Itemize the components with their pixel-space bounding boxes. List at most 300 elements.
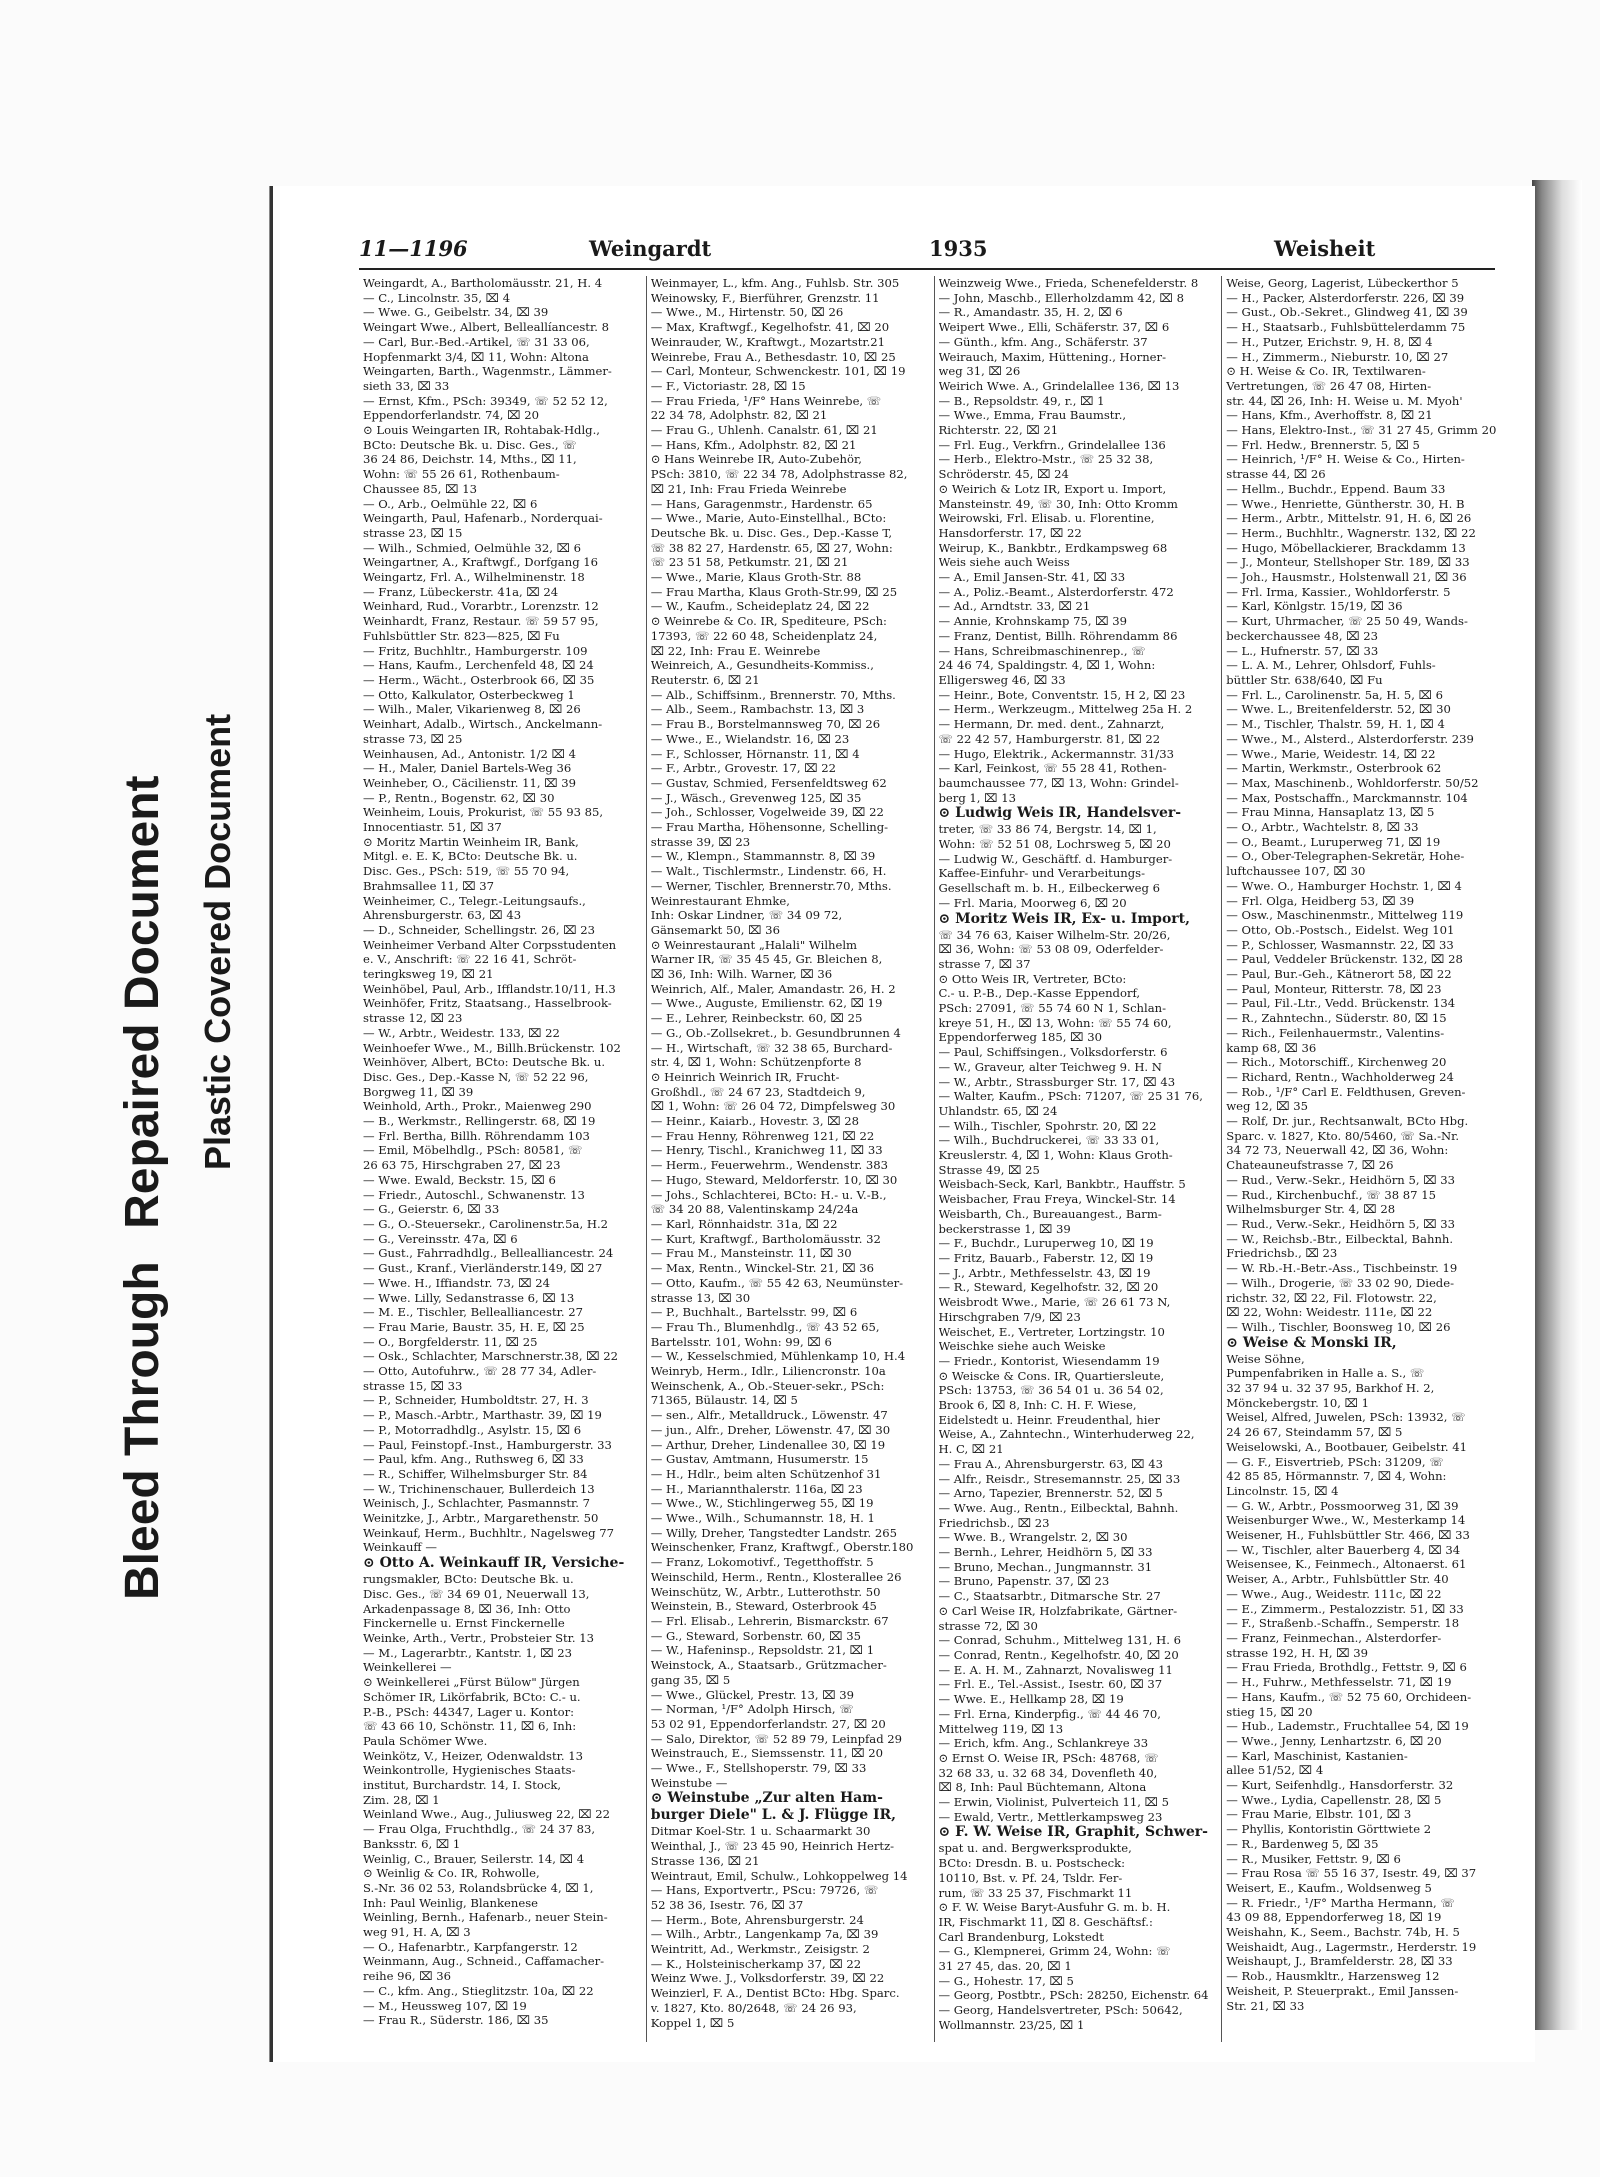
directory-entry: Weinschenker, Franz, Kraftwgf., Oberstr.180 — [650, 1540, 914, 1555]
directory-entry: Disc. Ges., PSch: 519, ☏ 55 70 94, — [363, 864, 570, 879]
directory-entry: strasse 73, ⌧ 25 — [363, 731, 463, 746]
directory-entry: Weisert, E., Kaufm., Woldsenweg 5 — [1226, 1880, 1432, 1895]
directory-column — [935, 276, 1223, 2042]
directory-entry: H. C, ⌧ 21 — [938, 1442, 1004, 1457]
directory-entry: ⌧ 22, Inh: Frau E. Weinrebe — [650, 643, 821, 658]
directory-entry: Deutsche Bk. u. Disc. Ges., Dep.-Kasse T, — [650, 525, 893, 540]
directory-entry: — Hans, Elektro-Inst., ☏ 31 27 45, Grimm 20 — [1226, 423, 1497, 438]
directory-entry: — Emil, Möbelhdlg., PSch: 80581, ☏ — [363, 1143, 583, 1158]
directory-entry: — Bernh., Lehrer, Heidhörn 5, ⌧ 33 — [938, 1545, 1153, 1560]
directory-entry: Banksstr. 6, ⌧ 1 — [363, 1836, 461, 1851]
directory-entry: — Frl. Maria, Moorweg 6, ⌧ 20 — [938, 895, 1127, 910]
directory-entry: 26 63 75, Hirschgraben 27, ⌧ 23 — [363, 1158, 561, 1173]
directory-entry: — E., Zimmerm., Pestalozzistr. 51, ⌧ 33 — [1226, 1601, 1464, 1616]
directory-entry: Finckernelle u. Ernst Finckernelle — [363, 1616, 565, 1631]
directory-entry: — Wwe., Marie, Klaus Groth-Str. 88 — [650, 570, 862, 585]
directory-entry: e. V., Anschrift: ☏ 22 16 41, Schröt- — [363, 952, 577, 967]
directory-entry: — Martin, Werkmstr., Osterbrook 62 — [1226, 761, 1442, 776]
directory-entry: Weisensee, K., Feinmech., Altonaerst. 61 — [1226, 1557, 1467, 1572]
directory-entry: baumchaussee 77, ⌧ 13, Wohn: Grindel- — [938, 775, 1179, 790]
directory-entry: Weinstock, A., Staatsarb., Grützmacher- — [650, 1658, 887, 1673]
directory-entry: Weischet, E., Vertreter, Lortzingstr. 10 — [938, 1324, 1165, 1339]
directory-entry: ⊙ H. Weise & Co. IR, Textilwaren- — [1226, 364, 1426, 379]
directory-entry: — Wwe., E., Wielandstr. 16, ⌧ 23 — [650, 731, 850, 746]
directory-entry: strasse 192, H. H, ⌧ 39 — [1226, 1645, 1369, 1660]
directory-entry: — C., Staatsarbtr., Ditmarsche Str. 27 — [938, 1589, 1161, 1604]
directory-entry: — P., Masch.-Arbtr., Marthastr. 39, ⌧ 19 — [363, 1408, 602, 1423]
directory-entry: ☏ 34 76 63, Kaiser Wilhelm-Str. 20/26, — [938, 927, 1171, 942]
directory-entry: Weingarten, Barth., Wagenmstr., Lämmer- — [363, 364, 612, 379]
directory-entry: — Frau M., Mansteinstr. 11, ⌧ 30 — [650, 1246, 852, 1261]
directory-entry: Ditmar Koel-Str. 1 u. Schaarmarkt 30 — [650, 1824, 871, 1839]
directory-entry: — D., Schneider, Schellingstr. 26, ⌧ 23 — [363, 922, 596, 937]
directory-entry: — Wwe. Lilly, Sedanstrasse 6, ⌧ 13 — [363, 1290, 575, 1305]
directory-entry: — Max, Postschaffn., Marckmannstr. 104 — [1226, 790, 1468, 805]
directory-entry: — Karl, Maschinist, Kastanien- — [1226, 1748, 1408, 1763]
directory-entry: Koppel 1, ⌧ 5 — [650, 2015, 735, 2030]
directory-entry: ⊙ Weise & Monski IR, — [1226, 1334, 1397, 1351]
directory-entry: — Fritz, Bauarb., Faberstr. 12, ⌧ 19 — [938, 1251, 1154, 1265]
directory-entry: — Frl. Eug., Verkfrn., Grindelallee 136 — [938, 437, 1166, 452]
directory-entry: beckerstrasse 1, ⌧ 39 — [938, 1221, 1071, 1236]
directory-entry: — G., Ob.-Zollsekret., b. Gesundbrunnen 4 — [650, 1025, 901, 1040]
directory-entry: — H., Staatsarb., Fuhlsbüttelerdamm 75 — [1226, 320, 1466, 335]
directory-entry: 24 26 67, Steindamm 57, ⌧ 5 — [1226, 1425, 1403, 1440]
directory-entry: ⊙ Moritz Weis IR, Ex- u. Import, — [938, 910, 1191, 927]
directory-entry: — C., kfm. Ang., Stieglitzstr. 10a, ⌧ 22 — [363, 1983, 594, 1998]
directory-entry: — E. A. H. M., Zahnarzt, Novalisweg 11 — [938, 1662, 1173, 1677]
directory-entry: 17393, ☏ 22 60 48, Scheidenplatz 24, — [650, 628, 878, 643]
directory-entry: Chateauneufstrasse 7, ⌧ 26 — [1226, 1158, 1394, 1173]
directory-entry: — Kurt, Kraftwgf., Bartholomäusstr. 32 — [650, 1231, 881, 1246]
directory-entry: Weinland Wwe., Aug., Juliusweg 22, ⌧ 22 — [363, 1807, 611, 1822]
directory-entry: ⊙ Moritz Martin Weinheim IR, Bank, — [363, 834, 579, 849]
directory-entry: burger Diele" L. & J. Flügge IR, — [650, 1807, 897, 1824]
directory-entry: rum, ☏ 33 25 37, Fischmarkt 11 — [938, 1885, 1133, 1900]
directory-entry: beckerchaussee 48, ⌧ 23 — [1226, 628, 1379, 643]
directory-entry: Weinowsky, F., Bierführer, Grenzstr. 11 — [650, 290, 880, 305]
directory-entry: weg 31, ⌧ 26 — [938, 364, 1021, 379]
directory-column — [1222, 276, 1509, 2042]
directory-entry: strasse 39, ⌧ 23 — [650, 834, 751, 849]
directory-entry: Weisbacher, Frau Freya, Winckel-Str. 14 — [938, 1192, 1176, 1207]
directory-entry: Hansdorferstr. 17, ⌧ 22 — [938, 525, 1082, 540]
directory-entry: Warner IR, ☏ 35 45 45, Gr. Bleichen 8, — [650, 952, 883, 967]
directory-entry: — Carl, Monteur, Schwenckestr. 101, ⌧ 19 — [650, 364, 906, 379]
header-left-word: Weingardt — [589, 236, 712, 261]
directory-entry: — Walt., Tischlermstr., Lindenstr. 66, H. — [650, 864, 887, 879]
directory-entry: Kreuslerstr. 4, ⌧ 1, Wohn: Klaus Groth- — [938, 1148, 1173, 1163]
page-header — [359, 234, 1495, 270]
directory-entry: — Heinrich, ¹/F° H. Weise & Co., Hirten- — [1226, 452, 1465, 467]
directory-entry: Weisbach-Seck, Karl, Bankbtr., Hauffstr. 5 — [938, 1177, 1186, 1192]
directory-entry: strasse 15, ⌧ 33 — [363, 1378, 463, 1393]
directory-entry: — Wwe., Marie, Weidestr. 14, ⌧ 22 — [1226, 746, 1436, 761]
directory-entry: Schröderstr. 45, ⌧ 24 — [938, 467, 1069, 482]
directory-entry: — M., Heussweg 107, ⌧ 19 — [363, 1998, 527, 2013]
directory-entry: — Gust., Ob.-Sekret., Glindweg 41, ⌧ 39 — [1226, 305, 1468, 320]
directory-entry: ⊙ Louis Weingarten IR, Rohtabak-Hdlg., — [363, 423, 600, 438]
directory-entry: C.- u. P.-B., Dep.-Kasse Eppendorf, — [938, 986, 1141, 1001]
directory-entry: Weingardt, A., Bartholomäusstr. 21, H. 4 — [363, 276, 603, 290]
directory-entry: 22 34 78, Adolphstr. 82, ⌧ 21 — [650, 408, 828, 423]
directory-entry: — Rich., Motorschiff., Kirchenweg 20 — [1226, 1055, 1447, 1070]
directory-entry: — Wwe., Auguste, Emilienstr. 62, ⌧ 19 — [650, 996, 883, 1011]
directory-entry: — W., Hafeninsp., Repsoldstr. 21, ⌧ 1 — [650, 1643, 875, 1658]
directory-entry: Friedrichsb., ⌧ 23 — [1226, 1246, 1338, 1261]
directory-entry: 42 85 85, Hörmannstr. 7, ⌧ 4, Wohn: — [1226, 1469, 1447, 1484]
directory-entry: Bartelsstr. 101, Wohn: 99, ⌧ 6 — [650, 1334, 832, 1349]
directory-entry: Inh: Paul Weinlig, Blankenese — [363, 1895, 539, 1910]
directory-entry: — Max, Maschinenb., Wohldorferstr. 50/52 — [1226, 775, 1479, 790]
directory-entry: Hirschgraben 7/9, ⌧ 23 — [938, 1309, 1081, 1324]
directory-entry: — Carl, Bur.-Bed.-Artikel, ☏ 31 33 06, — [363, 334, 590, 349]
directory-entry: Weinschütz, W., Arbtr., Lutterothstr. 50 — [650, 1584, 881, 1599]
directory-entry: — R., Bardenweg 5, ⌧ 35 — [1226, 1836, 1379, 1851]
directory-entry: — Max, Kraftwgf., Kegelhofstr. 41, ⌧ 20 — [650, 320, 890, 335]
directory-entry: — F., Schlosser, Hörnanstr. 11, ⌧ 4 — [650, 746, 860, 761]
directory-entry: Weinlig, C., Brauer, Seilerstr. 14, ⌧ 4 — [363, 1851, 585, 1866]
directory-entry: Weischke siehe auch Weiske — [938, 1339, 1106, 1354]
directory-entry: — Karl, Könlgstr. 15/19, ⌧ 36 — [1226, 599, 1403, 614]
directory-entry: — Frau Marie, Elbstr. 101, ⌧ 3 — [1226, 1807, 1412, 1822]
directory-entry: Weiser, A., Arbtr., Fuhlsbüttler Str. 40 — [1226, 1572, 1449, 1587]
directory-entry: — Gust., Kranf., Vierländerstr.149, ⌧ 27 — [363, 1261, 603, 1276]
directory-entry: — Osw., Maschinenmstr., Mittelweg 119 — [1226, 908, 1464, 923]
directory-entry: Eppendorferweg 185, ⌧ 30 — [938, 1030, 1102, 1045]
directory-entry: — Frau Olga, Fruchthdlg., ☏ 24 37 83, — [363, 1822, 596, 1837]
directory-entry: spat u. and. Bergwerksprodukte, — [938, 1841, 1132, 1856]
directory-entry: ⌧ 22, Wohn: Weidestr. 111e, ⌧ 22 — [1226, 1305, 1433, 1320]
directory-entry: Weinheimer, C., Telegr.-Leitungsaufs., — [363, 893, 586, 908]
directory-entry: Weingartner, A., Kraftwgf., Dorfgang 16 — [363, 555, 599, 570]
directory-entry: — M., Lagerarbtr., Kantstr. 1, ⌧ 23 — [363, 1645, 572, 1660]
directory-entry: Großhdl., ☏ 24 67 23, Stadtdeich 9, — [650, 1084, 866, 1099]
directory-entry: — Alb., Schiffsinm., Brennerstr. 70, Mths. — [650, 687, 896, 702]
directory-entry: — Ludwig W., Geschäftf. d. Hamburger- — [938, 851, 1173, 866]
directory-entry: PSch: 3810, ☏ 22 34 78, Adolphstrasse 82, — [650, 467, 908, 482]
directory-entry: richstr. 32, ⌧ 22, Fil. Flotowstr. 22, — [1226, 1290, 1437, 1305]
directory-entry: — Paul, kfm. Ang., Ruthsweg 6, ⌧ 33 — [363, 1452, 584, 1467]
directory-entry: — Paul, Feinstopf.-Inst., Hamburgerstr. 33 — [363, 1437, 612, 1452]
directory-entry: — Frl. Irma, Kassier., Wohldorferstr. 5 — [1226, 584, 1451, 599]
directory-entry: — Hans, Kaufm., ☏ 52 75 60, Orchideen- — [1226, 1689, 1472, 1704]
directory-entry: Weinling, Bernh., Hafenarb., neuer Stein- — [363, 1910, 608, 1925]
directory-entry: — Gustav, Amtmann, Husumerstr. 15 — [650, 1452, 869, 1467]
directory-entry: Wollmannstr. 23/25, ⌧ 1 — [938, 2017, 1085, 2032]
directory-entry: ⊙ Hans Weinrebe IR, Auto-Zubehör, — [650, 452, 862, 467]
directory-entry: — Karl, Rönnhaidstr. 31a, ⌧ 22 — [650, 1217, 838, 1231]
directory-entry: ⊙ Weiscke & Cons. IR, Quartiersleute, — [938, 1368, 1165, 1383]
directory-entry: Weinrestaurant Ehmke, — [650, 893, 790, 908]
directory-entry: ⊙ Weinkellerei „Fürst Bülow" Jürgen — [363, 1675, 580, 1690]
directory-entry: — Paul, Bur.-Geh., Kätnerort 58, ⌧ 22 — [1226, 967, 1452, 982]
directory-entry: — Hugo, Elektrik., Ackermannstr. 31/33 — [938, 746, 1174, 761]
directory-entry: — Rob., Hausmkltr., Harzensweg 12 — [1226, 1969, 1440, 1984]
directory-entry: — Hans, Kfm., Adolphstr. 82, ⌧ 21 — [650, 437, 857, 452]
directory-entry: — Henry, Tischl., Kranichweg 11, ⌧ 33 — [650, 1143, 883, 1158]
directory-entry: Carl Brandenburg, Lokstedt — [938, 1929, 1104, 1944]
directory-entry: — G., Steward, Sorbenstr. 60, ⌧ 35 — [650, 1628, 861, 1643]
directory-entry: — O., Borgfelderstr. 11, ⌧ 25 — [363, 1334, 538, 1349]
directory-entry: Weirowski, Frl. Elisab. u. Florentine, — [938, 511, 1155, 526]
directory-entry: Weinrich, Alf., Maler, Amandastr. 26, H. 2 — [650, 981, 896, 996]
directory-entry: — P., Rentn., Bogenstr. 62, ⌧ 30 — [363, 790, 555, 805]
directory-entry: Weinz Wwe. J., Volksdorferstr. 39, ⌧ 22 — [650, 1971, 885, 1986]
directory-entry: Weinreich, A., Gesundheits-Kommiss., — [650, 658, 874, 673]
directory-entry: — B., Repsoldstr. 49, r., ⌧ 1 — [938, 393, 1105, 408]
directory-entry: — W., Klempn., Stammannstr. 8, ⌧ 39 — [650, 849, 876, 864]
directory-entry: Weinkauf, Herm., Buchhltr., Nagelsweg 77 — [363, 1525, 614, 1540]
directory-entry: gang 35, ⌧ 5 — [650, 1672, 731, 1687]
directory-entry: 71365, Bülaustr. 14, ⌧ 5 — [650, 1393, 798, 1408]
directory-entry: — Bruno, Mechan., Jungmannstr. 31 — [938, 1559, 1153, 1574]
directory-entry: — Heinr., Kaiarb., Hovestr. 3, ⌧ 28 — [650, 1114, 860, 1129]
directory-entry: — Frau Frieda, Brothdlg., Fettstr. 9, ⌧ 6 — [1226, 1660, 1467, 1675]
directory-entry: — H., Packer, Alsterdorferstr. 226, ⌧ 39 — [1226, 290, 1465, 305]
directory-entry: — Wwe., Glückel, Prestr. 13, ⌧ 39 — [650, 1687, 855, 1702]
directory-entry: Arkadenpassage 8, ⌧ 36, Inh: Otto — [363, 1601, 571, 1616]
directory-entry: Weinhold, Arth., Prokr., Maienweg 290 — [363, 1099, 592, 1114]
directory-entry: — W., Arbtr., Strassburger Str. 17, ⌧ 43 — [938, 1074, 1176, 1089]
directory-entry: — Georg, Handelsvertreter, PSch: 50642, — [938, 2003, 1183, 2018]
directory-entry: ⊙ Weirich & Lotz IR, Export u. Import, — [938, 481, 1167, 496]
directory-entry: Vertretungen, ☏ 26 47 08, Hirten- — [1226, 378, 1432, 393]
directory-entry: — Wwe., Emma, Frau Baumstr., — [938, 408, 1127, 423]
directory-entry: weg 91, H. A, ⌧ 3 — [363, 1925, 471, 1940]
directory-entry: Disc. Ges., ☏ 34 69 01, Neuerwall 13, — [363, 1586, 590, 1601]
directory-entry: — Günth., kfm. Ang., Schäferstr. 37 — [938, 334, 1148, 349]
directory-entry: Weinisch, J., Schlachter, Pasmannstr. 7 — [363, 1496, 591, 1511]
directory-entry: — W., Reichsb.-Btr., Eilbecktal, Bahnh. — [1226, 1231, 1454, 1246]
directory-entry: — H., Wirtschaft, ☏ 32 38 65, Burchard- — [650, 1040, 893, 1055]
directory-entry: 24 46 74, Spaldingstr. 4, ⌧ 1, Wohn: — [938, 658, 1156, 673]
header-right-word: Weisheit — [1274, 236, 1376, 261]
directory-entry: Weinhart, Adalb., Wirtsch., Anckelmann- — [363, 717, 603, 732]
directory-entry: — Wwe., Wilh., Schumannstr. 18, H. 1 — [650, 1511, 875, 1526]
directory-entry: Weinhöfer, Fritz, Staatsang., Hasselbrook- — [363, 996, 612, 1011]
directory-entry: — Otto, Autofuhrw., ☏ 28 77 34, Adler- — [363, 1364, 597, 1379]
directory-entry: PSch: 27091, ☏ 55 74 60 N 1, Schlan- — [938, 1001, 1167, 1016]
directory-entry: — Salo, Direktor, ☏ 52 89 79, Leinpfad 29 — [650, 1731, 903, 1746]
directory-entry: — O., Hafenarbtr., Karpfangerstr. 12 — [363, 1939, 578, 1954]
directory-entry: strasse 23, ⌧ 15 — [363, 525, 463, 540]
directory-entry: 36 24 86, Deichstr. 14, Mths., ⌧ 11, — [363, 452, 577, 467]
directory-entry: ⊙ Weinstube „Zur alten Ham- — [650, 1790, 883, 1807]
directory-entry: — Fritz, Buchhltr., Hamburgerstr. 109 — [363, 643, 588, 658]
directory-entry: v. 1827, Kto. 80/2648, ☏ 24 26 93, — [650, 2000, 857, 2015]
directory-entry: — Herb., Elektro-Mstr., ☏ 25 32 38, — [938, 452, 1154, 467]
directory-entry: sieth 33, ⌧ 33 — [363, 378, 450, 393]
directory-entry: — G., Vereinsstr. 47a, ⌧ 6 — [363, 1231, 518, 1246]
directory-entry: Kaffee-Einfuhr- und Verarbeitungs- — [938, 866, 1146, 881]
directory-entry: — Frl. L., Carolinenstr. 5a, H. 5, ⌧ 6 — [1226, 687, 1444, 702]
directory-entry: — E., Lehrer, Reinbeckstr. 60, ⌧ 25 — [650, 1011, 863, 1026]
directory-entry: — Wwe., F., Stellshoperstr. 79, ⌧ 33 — [650, 1761, 867, 1776]
directory-entry: — Franz, Feinmechan., Alsterdorfer- — [1226, 1630, 1442, 1645]
directory-entry: ⊙ Otto Weis IR, Vertreter, BCto: — [938, 971, 1127, 986]
directory-entry: — Wwe. L., Breitenfelderstr. 52, ⌧ 30 — [1226, 702, 1451, 717]
directory-entry: Weinstein, B., Steward, Osterbrook 45 — [650, 1599, 877, 1614]
directory-entry: — Frl. Elisab., Lehrerin, Bismarckstr. 67 — [650, 1613, 889, 1628]
directory-entry: Weiselowski, A., Bootbauer, Geibelstr. 41 — [1226, 1439, 1467, 1454]
directory-entry: Weisener, H., Fuhlsbüttler Str. 466, ⌧ 33 — [1226, 1528, 1470, 1543]
directory-entry: Weinhard, Rud., Vorarbtr., Lorenzstr. 12 — [363, 599, 599, 614]
directory-entry: — Rolf, Dr. jur., Rechtsanwalt, BCto Hbg. — [1226, 1114, 1469, 1129]
directory-entry: Uhlandstr. 65, ⌧ 24 — [938, 1103, 1058, 1118]
stamp-plastic-covered: Plastic Covered Document — [197, 713, 238, 1170]
directory-entry: — W., Graveur, alter Teichweg 9. H. N — [938, 1059, 1162, 1074]
directory-entry: — Wwe., Lydia, Capellenstr. 28, ⌧ 5 — [1226, 1792, 1442, 1807]
directory-entry: S.-Nr. 36 02 53, Rolandsbrücke 4, ⌧ 1, — [363, 1880, 594, 1895]
directory-entry: ⌧ 36, Wohn: ☏ 53 08 09, Oderfelder- — [938, 942, 1164, 957]
directory-entry: Weinstrauch, E., Siemssenstr. 11, ⌧ 20 — [650, 1746, 884, 1761]
directory-entry: treter, ☏ 33 86 74, Bergstr. 14, ⌧ 1, — [938, 822, 1157, 837]
directory-entry: — Otto, Ob.-Postsch., Eidelst. Weg 101 — [1226, 922, 1455, 937]
directory-entry: Mitgl. e. E. K, BCto: Deutsche Bk. u. — [363, 849, 578, 864]
directory-entry: — Rich., Feilenhauermstr., Valentins- — [1226, 1025, 1445, 1040]
directory-entry: — Wwe., W., Stichlingerweg 55, ⌧ 19 — [650, 1496, 874, 1511]
directory-entry: — Friedr., Kontorist, Wiesendamm 19 — [938, 1353, 1160, 1368]
directory-entry: ⊙ F. W. Weise IR, Graphit, Schwer- — [938, 1824, 1208, 1841]
directory-entry: — Wilh., Tischler, Spohrstr. 20, ⌧ 22 — [938, 1118, 1157, 1133]
directory-entry: — Frau Henny, Röhrenweg 121, ⌧ 22 — [650, 1128, 875, 1143]
directory-entry: Weirich Wwe. A., Grindelallee 136, ⌧ 13 — [938, 378, 1180, 393]
directory-entry: — M. E., Tischler, Bellealliancestr. 27 — [363, 1305, 584, 1320]
directory-entry: — R., Steward, Kegelhofstr. 32, ⌧ 20 — [938, 1280, 1159, 1295]
directory-entry: — Georg, Postbtr., PSch: 28250, Eichenstr. 64 — [938, 1988, 1209, 2003]
directory-entry: — Joh., Hausmstr., Holstenwall 21, ⌧ 36 — [1226, 570, 1467, 585]
directory-entry: — Joh., Schlosser, Vogelweide 39, ⌧ 22 — [650, 805, 884, 820]
directory-entry: — Franz, Lokomotivf., Tegetthoffstr. 5 — [650, 1555, 874, 1570]
directory-entry: Weinschenk, A., Ob.-Steuer-sekr., PSch: — [650, 1378, 885, 1393]
directory-entry: berg 1, ⌧ 13 — [938, 790, 1016, 805]
directory-entry: — Frau B., Borstelmannsweg 70, ⌧ 26 — [650, 717, 881, 732]
directory-entry: — Hugo, Steward, Meldorferstr. 10, ⌧ 30 — [650, 1172, 898, 1187]
directory-entry: — R., Amandastr. 35, H. 2, ⌧ 6 — [938, 305, 1123, 320]
directory-entry: Richterstr. 22, ⌧ 21 — [938, 423, 1059, 438]
directory-entry: — Paul, Schiffsingen., Volksdorferstr. 6 — [938, 1045, 1168, 1060]
directory-entry: — Hans, Exportvertr., PScu: 79726, ☏ — [650, 1883, 879, 1898]
directory-entry: Fuhlsbüttler Str. 823—825, ⌧ Fu — [363, 628, 560, 643]
directory-entry: — Frau Frieda, ¹/F° Hans Weinrebe, ☏ — [650, 393, 882, 408]
directory-entry: — Frau Martha, Klaus Groth-Str.99, ⌧ 25 — [650, 584, 898, 599]
directory-entry: Gänsemarkt 50, ⌧ 36 — [650, 922, 780, 937]
directory-entry: str. 4, ⌧ 1, Wohn: Schützenpforte 8 — [650, 1055, 862, 1070]
directory-entry: BCto: Deutsche Bk. u. Disc. Ges., ☏ — [363, 437, 577, 452]
directory-entry: ⌧ 21, Inh: Frau Frieda Weinrebe — [650, 481, 847, 496]
directory-entry: — Hub., Lademstr., Fruchtallee 54, ⌧ 19 — [1226, 1719, 1469, 1734]
directory-entry: allee 51/52, ⌧ 4 — [1226, 1763, 1324, 1778]
directory-entry: — Franz, Dentist, Billh. Röhrendamm 86 — [938, 628, 1178, 643]
directory-entry: ⌧ 8, Inh: Paul Büchtemann, Altona — [938, 1780, 1147, 1795]
directory-entry: — Wilh., Maler, Vikarienweg 8, ⌧ 26 — [363, 702, 581, 717]
directory-entry: ⊙ Heinrich Weinrich IR, Frucht- — [650, 1069, 840, 1084]
directory-entry: — W., Kesselschmied, Mühlenkamp 10, H.4 — [650, 1349, 906, 1364]
directory-entry: — Wilh., Arbtr., Langenkamp 7a, ⌧ 39 — [650, 1927, 879, 1942]
directory-entry: Weinhöver, Albert, BCto: Deutsche Bk. u. — [363, 1055, 606, 1070]
directory-entry: Strasse 136, ⌧ 21 — [650, 1853, 760, 1868]
directory-entry: — Wwe. Ewald, Beckstr. 15, ⌧ 6 — [363, 1172, 556, 1187]
directory-entry: — G., Hohestr. 17, ⌧ 5 — [938, 1973, 1074, 1988]
directory-entry: — W., Kaufm., Scheideplatz 24, ⌧ 22 — [650, 599, 870, 614]
directory-entry: — Ad., Arndtstr. 33, ⌧ 21 — [938, 599, 1091, 614]
directory-entry: Weintritt, Ad., Werkmstr., Zeisigstr. 2 — [650, 1942, 870, 1957]
directory-entry: — C., Lincolnstr. 35, ⌧ 4 — [363, 290, 511, 305]
directory-entry: — Herm., Werkzeugm., Mittelweg 25a H. 2 — [938, 702, 1193, 717]
directory-entry: Weise Söhne, — [1226, 1351, 1305, 1366]
directory-entry: ⊙ F. W. Weise Baryt-Ausfuhr G. m. b. H. — [938, 1900, 1171, 1915]
directory-entry: — A., Emil Jansen-Str. 41, ⌧ 33 — [938, 570, 1126, 585]
directory-entry: Eppendorferlandstr. 74, ⌧ 20 — [363, 408, 539, 423]
directory-entry: Weinkötz, V., Heizer, Odenwaldstr. 13 — [363, 1748, 584, 1763]
directory-entry: Paula Schömer Wwe. — [363, 1733, 488, 1748]
directory-entry: ☏ 43 66 10, Schönstr. 11, ⌧ 6, Inh: — [363, 1719, 577, 1734]
directory-entry: strasse 7, ⌧ 37 — [938, 956, 1031, 971]
directory-entry: teringksweg 19, ⌧ 21 — [363, 967, 494, 982]
directory-entry: 10110, Bst. v. Pf. 24, Tsldr. Fer- — [938, 1870, 1123, 1885]
directory-entry: — Frau Minna, Hansaplatz 13, ⌧ 5 — [1226, 805, 1435, 820]
directory-entry: — Wwe. B., Wrangelstr. 2, ⌧ 30 — [938, 1530, 1128, 1545]
directory-entry: — K., Holsteinischerkamp 37, ⌧ 22 — [650, 1956, 862, 1971]
directory-entry: — Hans, Garagenmstr., Hardenstr. 65 — [650, 496, 873, 511]
directory-page — [270, 186, 1535, 2062]
directory-entry: BCto: Dresdn. B. u. Postscheck: — [938, 1856, 1126, 1871]
directory-entry: — F., Victoriastr. 28, ⌧ 15 — [650, 378, 806, 393]
directory-entry: — Hans, Kfm., Averhoffstr. 8, ⌧ 21 — [1226, 408, 1433, 423]
directory-entry: Weinhoefer Wwe., M., Billh.Brückenstr. 102 — [363, 1040, 621, 1055]
directory-entry: 32 37 94 u. 32 37 95, Barkhof H. 2, — [1226, 1381, 1435, 1396]
directory-entry: Weingarth, Paul, Hafenarb., Norderquai- — [363, 511, 603, 526]
directory-entry: ☏ 23 51 58, Petkumstr. 21, ⌧ 21 — [650, 555, 849, 570]
directory-entry: Wohn: ☏ 52 51 08, Lochrsweg 5, ⌧ 20 — [938, 837, 1171, 852]
directory-entry: — H., Maler, Daniel Bartels-Weg 36 — [363, 761, 572, 776]
directory-entry: — Frl. Hedw., Brennerstr. 5, ⌧ 5 — [1226, 437, 1420, 452]
directory-entry: weg 12, ⌧ 35 — [1226, 1099, 1309, 1114]
directory-entry: — F., Straßenb.-Schaffn., Semperstr. 18 — [1226, 1616, 1460, 1631]
directory-entry: — B., Werkmstr., Rellingerstr. 68, ⌧ 19 — [363, 1114, 596, 1129]
directory-entry: — Erwin, Violinist, Pulverteich 11, ⌧ 5 — [938, 1795, 1170, 1810]
directory-entry: — H., Mariannthalerstr. 116a, ⌧ 23 — [650, 1481, 863, 1496]
directory-entry: Weinryb, Herm., Idlr., Liliencronstr. 10a — [650, 1364, 886, 1379]
directory-entry: Weis siehe auch Weiss — [938, 555, 1070, 570]
directory-entry: strasse 72, ⌧ 30 — [938, 1618, 1038, 1633]
directory-entry: — Frau G., Uhlenh. Canalstr. 61, ⌧ 21 — [650, 423, 878, 438]
directory-entry: — Bruno, Papenstr. 37, ⌧ 23 — [938, 1574, 1110, 1589]
directory-entry: Weinhausen, Ad., Antonistr. 1/2 ⌧ 4 — [363, 746, 577, 761]
directory-entry: büttler Str. 638/640, ⌧ Fu — [1226, 672, 1383, 687]
directory-entry: 31 27 45, das. 20, ⌧ 1 — [938, 1959, 1072, 1974]
directory-entry: Wohn: ☏ 55 26 61, Rothenbaum- — [363, 467, 560, 482]
directory-entry: — Frl. E., Tel.-Assist., Isestr. 60, ⌧ 37 — [938, 1677, 1163, 1692]
directory-entry: — Herm., Arbtr., Mittelstr. 91, H. 6, ⌧ 26 — [1226, 511, 1472, 526]
directory-entry: — Wwe., M., Alsterd., Alsterdorferstr. 239 — [1226, 731, 1474, 746]
directory-entry: Weinmann, Aug., Schneid., Caffamacher- — [363, 1954, 605, 1969]
directory-entry: Schömer IR, Likörfabrik, BCto: C.- u. — [363, 1689, 581, 1704]
directory-entry: — sen., Alfr., Metalldruck., Löwenstr. 47 — [650, 1408, 888, 1423]
directory-entry: institut, Burchardstr. 14, I. Stock, — [363, 1778, 562, 1793]
directory-entry: Borgweg 11, ⌧ 39 — [363, 1084, 474, 1099]
directory-entry: — O., Ober-Telegraphen-Sekretär, Hohe- — [1226, 849, 1465, 864]
directory-entry: — A., Poliz.-Beamt., Alsterdorferstr. 472 — [938, 584, 1174, 599]
directory-entry: Weinmayer, L., kfm. Ang., Fuhlsb. Str. 305 — [650, 276, 900, 290]
directory-entry: Friedrichsb., ⌧ 23 — [938, 1515, 1050, 1530]
directory-entry: — F., Arbtr., Grovestr. 17, ⌧ 22 — [650, 761, 837, 776]
directory-entry: Mittelweg 119, ⌧ 13 — [938, 1721, 1064, 1736]
directory-entry: — Frau Th., Blumenhdlg., ☏ 43 52 65, — [650, 1319, 880, 1334]
directory-entry: strasse 44, ⌧ 26 — [1226, 467, 1326, 482]
directory-entry: — Gustav, Schmied, Fersenfeldtsweg 62 — [650, 775, 887, 790]
